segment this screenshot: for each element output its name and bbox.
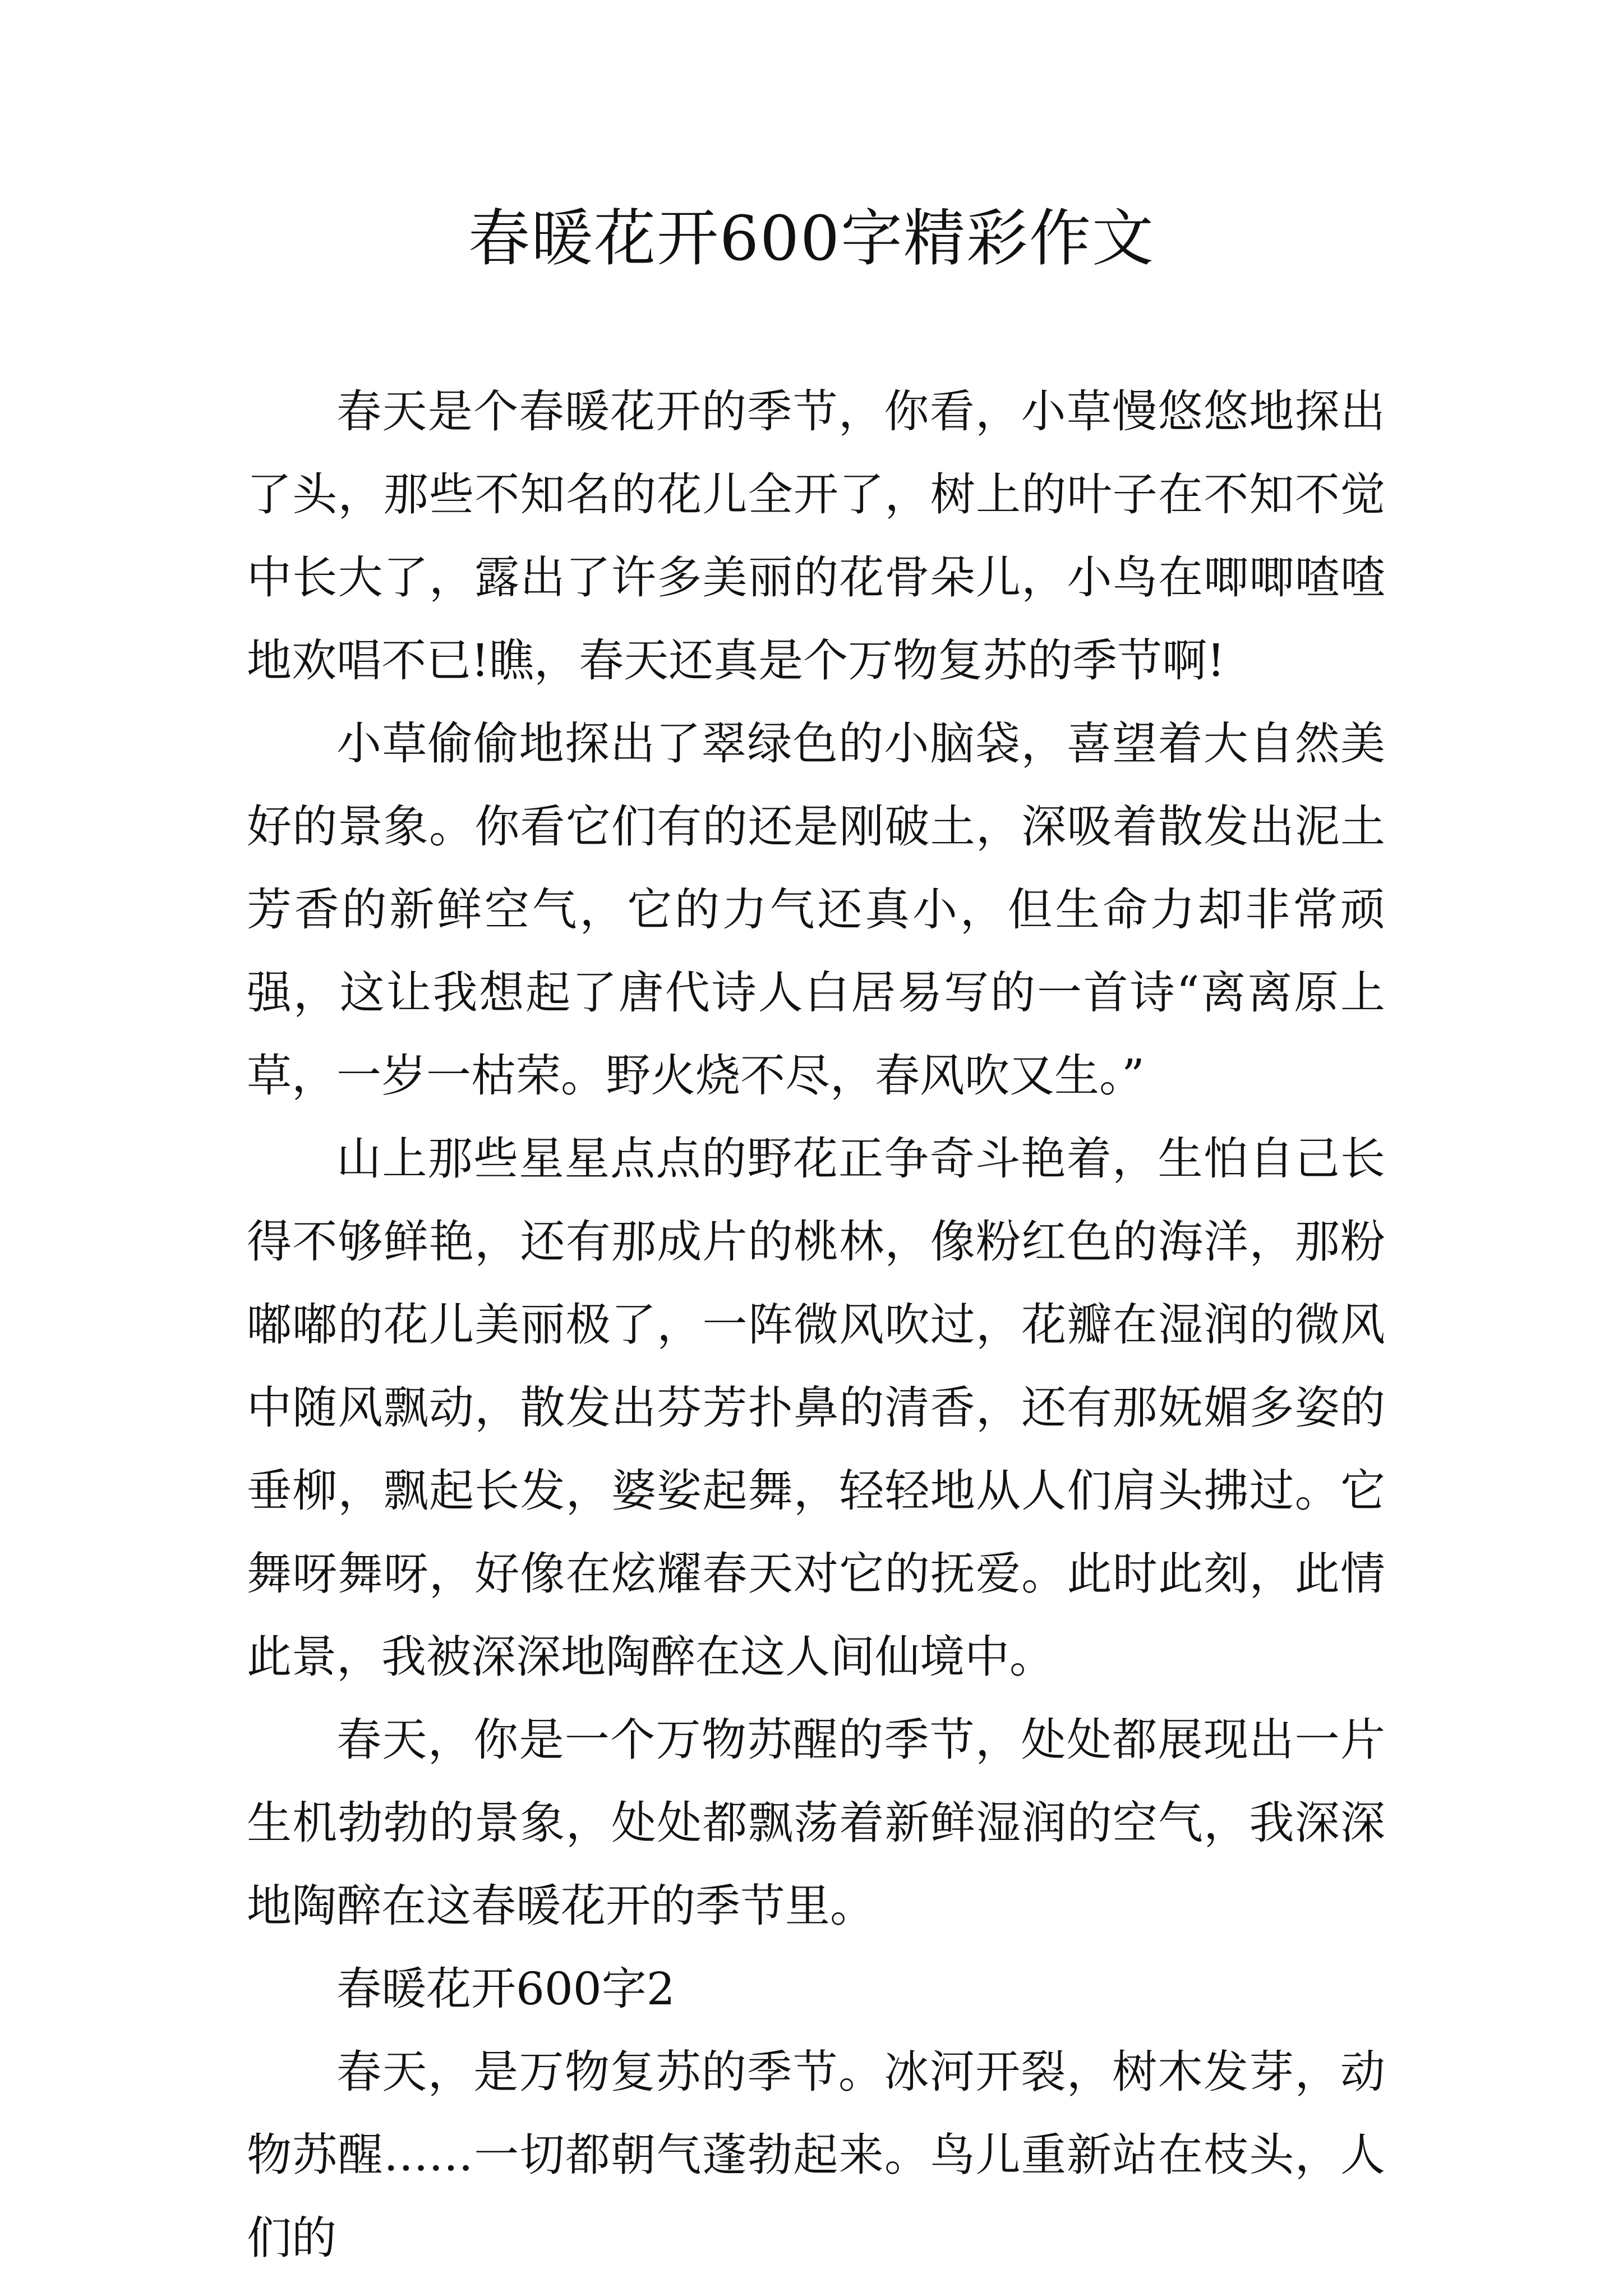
document-title: 春暖花开600字精彩作文 (468, 203, 1155, 274)
section-heading: 春暖花开600字2 (336, 1963, 675, 2015)
paragraph: 小草偷偷地探出了翠绿色的小脑袋，喜望着大自然美好的景象。你看它们有的还是刚破土，深吸着散发出泥土芳香的新鲜空气，它的力气还真小，但生命力却非常顽强，这让我想起了唐代诗人白居易写的一首诗“离离原上草，一岁一枯荣。野火烧不尽，春风吹又生。” (247, 717, 1385, 1102)
paragraph: 春天是个春暖花开的季节，你看，小草慢悠悠地探出了头，那些不知名的花儿全开了，树上的叶子在不知不觉中长大了，露出了许多美丽的花骨朵儿，小鸟在唧唧喳喳地欢唱不已!瞧，春天还真是个万物复苏的季节啊! (247, 385, 1385, 687)
paragraph: 春天，是万物复苏的季节。冰河开裂，树木发芽，动物苏醒……一切都朝气蓬勃起来。鸟儿重新站在枝头，人们的 (247, 2046, 1385, 2264)
paragraph: 山上那些星星点点的野花正争奇斗艳着，生怕自己长得不够鲜艳，还有那成片的桃林，像粉红色的海洋，那粉嘟嘟的花儿美丽极了，一阵微风吹过，花瓣在湿润的微风中随风飘动，散发出芬芳扑鼻的清香，还有那妩媚多姿的垂柳，飘起长发，婆娑起舞，轻轻地从人们肩头拂过。它舞呀舞呀，好像在炫耀春天对它的抚爱。此时此刻，此情此景，我被深深地陶醉在这人间仙境中。 (247, 1133, 1385, 1683)
paragraph: 春天，你是一个万物苏醒的季节，处处都展现出一片生机勃勃的景象，处处都飘荡着新鲜湿润的空气，我深深地陶醉在这春暖花开的季节里。 (247, 1714, 1385, 1932)
document-body (247, 370, 1385, 2280)
